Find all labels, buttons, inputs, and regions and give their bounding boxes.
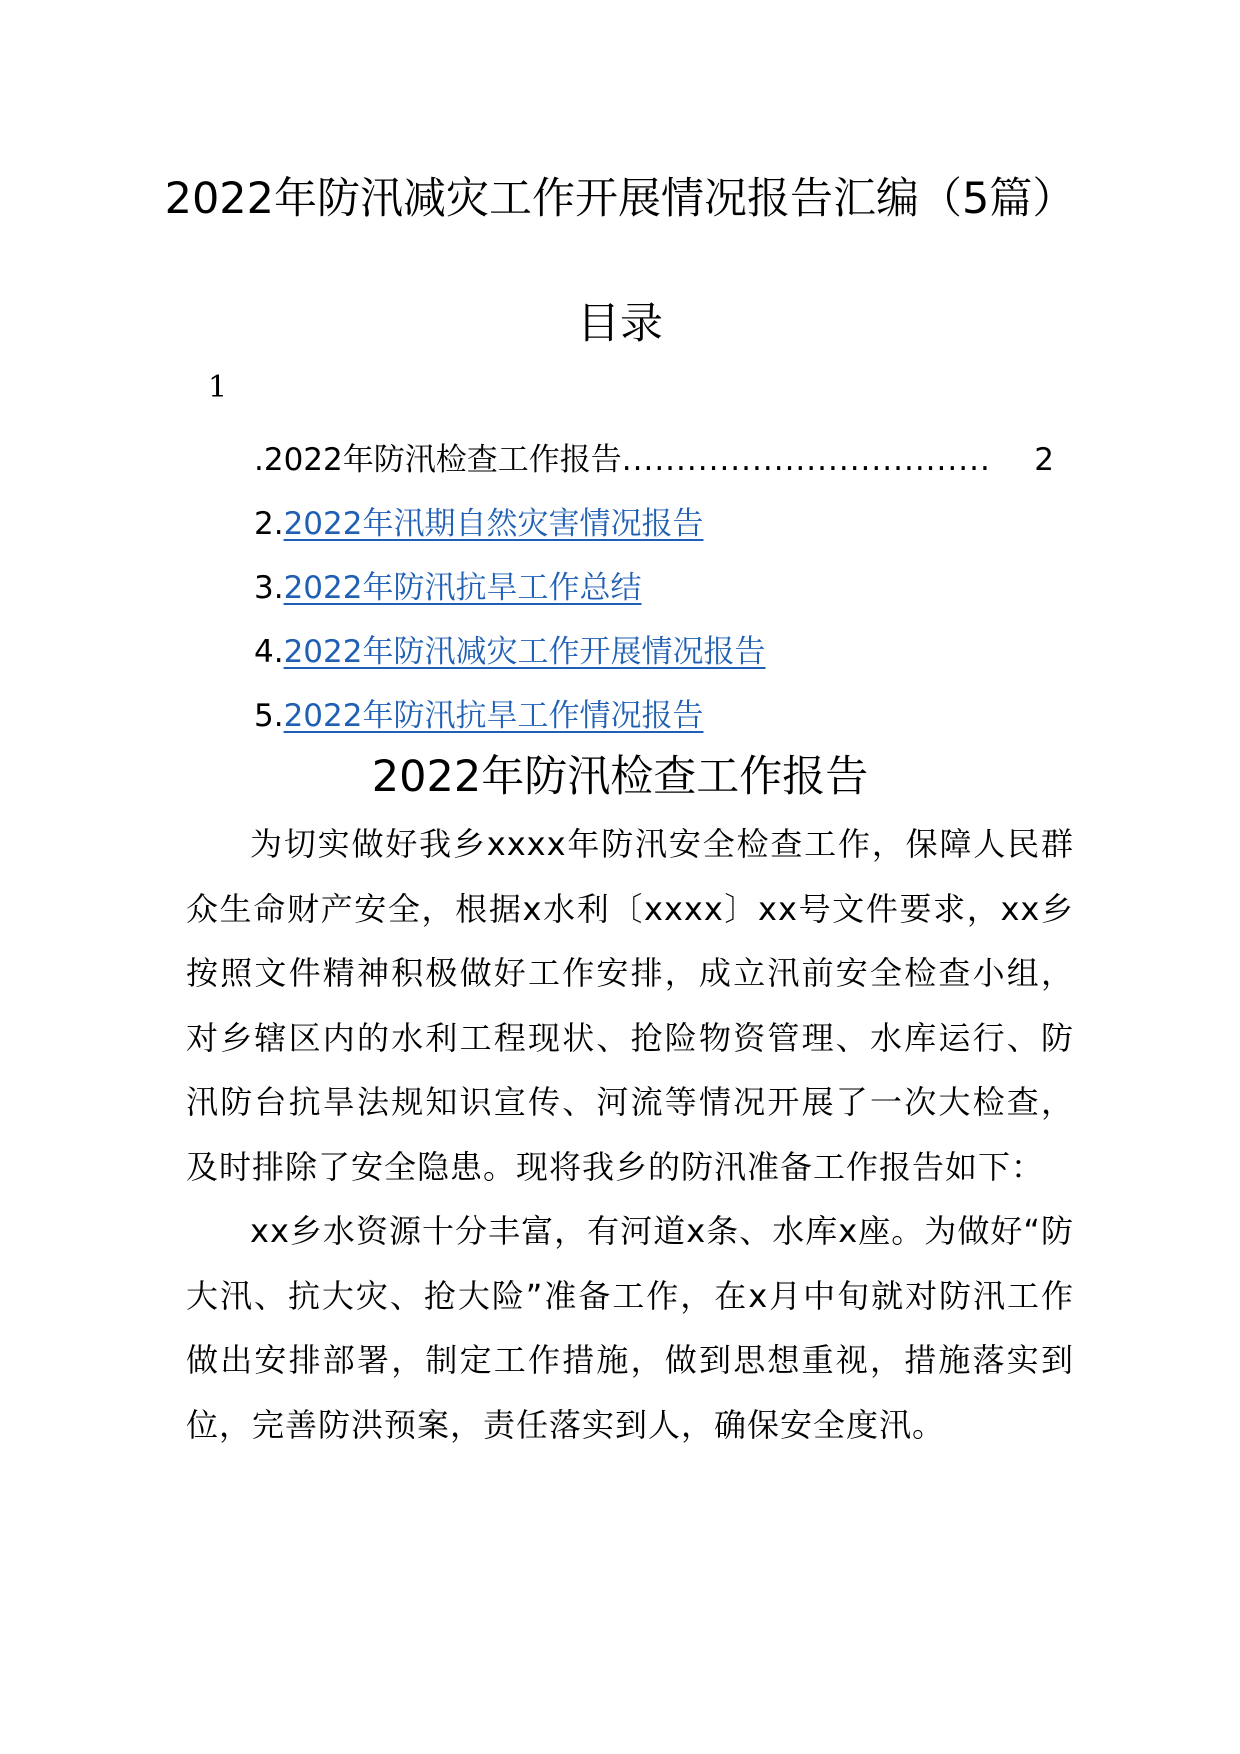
toc-item-2 xyxy=(254,492,1054,556)
toc-item-4 xyxy=(254,620,1054,684)
toc-item-label: 2022年防汛检查工作报告 xyxy=(263,442,622,478)
toc-item-prefix: 3. xyxy=(254,570,284,606)
toc-page-marker: 1 xyxy=(208,370,228,405)
toc-item-prefix: 2. xyxy=(254,506,284,542)
toc-item-1[interactable] xyxy=(254,428,1054,492)
toc-item-3 xyxy=(254,556,1054,620)
section-title: 2022年防汛检查工作报告 xyxy=(371,752,869,802)
toc-item-5 xyxy=(254,684,1054,748)
toc-link-5[interactable]: 2022年防汛抗旱工作情况报告 xyxy=(283,698,704,734)
document-title: 2022年防汛减灾工作开展情况报告汇编（5篇） xyxy=(164,174,1076,224)
toc-item-prefix: . xyxy=(254,442,264,478)
section-body xyxy=(186,812,1074,1457)
toc-heading: 目录 xyxy=(577,299,663,349)
toc-link-2[interactable]: 2022年汛期自然灾害情况报告 xyxy=(283,506,704,542)
toc-link-3[interactable]: 2022年防汛抗旱工作总结 xyxy=(283,570,642,606)
body-paragraph-1: 为切实做好我乡xxxx年防汛安全检查工作，保障人民群众生命财产安全，根据x水利〔xxxx〕xx号文件要求，xx乡按照文件精神积极做好工作安排，成立汛前安全检查小组，对乡辖区内的水利工程现状、抢险物资管理、水库运行、防汛防台抗旱法规知识宣传、河流等情况开展了一次大检查，及时排除了安全隐患。现将我乡的防汛准备工作报告如下： xyxy=(186,825,1074,1186)
toc-item-prefix: 5. xyxy=(254,698,284,734)
table-of-contents xyxy=(254,428,1054,748)
toc-item-leader-dots: .................................. xyxy=(621,442,991,478)
body-paragraph-2: xx乡水资源十分丰富，有河道x条、水库x座。为做好“防大汛、抗大灾、抢大险”准备工作，在x月中旬就对防汛工作做出安排部署，制定工作措施，做到思想重视，措施落实到位，完善防洪预案，责任落实到人，确保安全度汛。 xyxy=(186,1212,1074,1444)
toc-item-prefix: 4. xyxy=(254,634,284,670)
toc-item-page-number: 2 xyxy=(1034,442,1054,478)
toc-link-4[interactable]: 2022年防汛减灾工作开展情况报告 xyxy=(283,634,766,670)
